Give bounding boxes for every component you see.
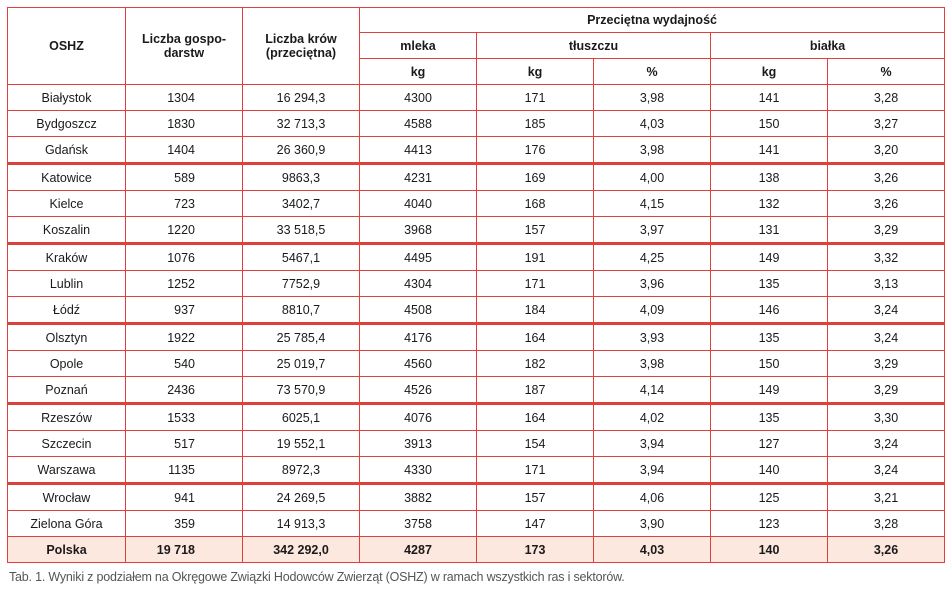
cell-cows-total: 342 292,0 — [243, 537, 360, 563]
table-row — [8, 271, 945, 297]
cell-protein-pct: 3,29 — [828, 217, 945, 244]
cell-oshz: Olsztyn — [8, 324, 126, 351]
cell-protein-pct: 3,20 — [828, 137, 945, 164]
cell-farms: 1404 — [126, 137, 243, 164]
cell-protein-kg: 141 — [711, 137, 828, 164]
table-row — [8, 244, 945, 271]
table-row — [8, 85, 945, 111]
cell-protein-kg: 149 — [711, 377, 828, 404]
table-row — [8, 431, 945, 457]
cell-oshz: Kraków — [8, 244, 126, 271]
cell-cows: 25 785,4 — [243, 324, 360, 351]
cell-milk-kg: 4508 — [360, 297, 477, 324]
cell-farms: 1304 — [126, 85, 243, 111]
cell-fat-kg: 191 — [477, 244, 594, 271]
cell-protein-kg: 135 — [711, 404, 828, 431]
cell-fat-kg-total: 173 — [477, 537, 594, 563]
cell-farms: 359 — [126, 511, 243, 537]
cell-cows: 25 019,7 — [243, 351, 360, 377]
cell-protein-pct: 3,29 — [828, 377, 945, 404]
header-avg-yield: Przeciętna wydajność — [360, 8, 945, 33]
cell-protein-kg-total: 140 — [711, 537, 828, 563]
cell-farms: 937 — [126, 297, 243, 324]
table-row — [8, 484, 945, 511]
cell-fat-pct: 3,94 — [594, 431, 711, 457]
header-oshz: OSHZ — [8, 8, 126, 85]
cell-fat-pct: 3,96 — [594, 271, 711, 297]
cell-farms: 1220 — [126, 217, 243, 244]
cell-protein-kg: 149 — [711, 244, 828, 271]
cell-cows: 32 713,3 — [243, 111, 360, 137]
table-row — [8, 217, 945, 244]
cell-fat-pct: 4,15 — [594, 191, 711, 217]
cell-fat-kg: 169 — [477, 164, 594, 191]
cell-protein-pct: 3,13 — [828, 271, 945, 297]
table-row — [8, 191, 945, 217]
cell-oshz: Poznań — [8, 377, 126, 404]
cell-protein-pct: 3,26 — [828, 164, 945, 191]
cell-fat-pct: 3,93 — [594, 324, 711, 351]
cell-oshz: Opole — [8, 351, 126, 377]
cell-fat-pct: 4,25 — [594, 244, 711, 271]
cell-farms: 1533 — [126, 404, 243, 431]
table-row — [8, 324, 945, 351]
header-farms-line1: Liczba gospo- — [141, 32, 227, 46]
cell-protein-kg: 141 — [711, 85, 828, 111]
cell-protein-pct: 3,21 — [828, 484, 945, 511]
cell-farms: 1922 — [126, 324, 243, 351]
cell-protein-kg: 125 — [711, 484, 828, 511]
cell-fat-kg: 176 — [477, 137, 594, 164]
cell-farms: 1830 — [126, 111, 243, 137]
cell-milk-kg: 3968 — [360, 217, 477, 244]
table-caption: Tab. 1. Wyniki z podziałem na Okręgowe Związki Hodowców Zwierząt (OSHZ) w ramach wszystkich ras i sektorów. — [9, 570, 625, 584]
cell-fat-pct: 4,02 — [594, 404, 711, 431]
unit-protein-kg: kg — [711, 59, 828, 85]
cell-protein-kg: 150 — [711, 351, 828, 377]
cell-farms: 540 — [126, 351, 243, 377]
cell-oshz: Gdańsk — [8, 137, 126, 164]
cell-cows: 9863,3 — [243, 164, 360, 191]
cell-cows: 14 913,3 — [243, 511, 360, 537]
header-farms — [126, 8, 243, 85]
cell-fat-kg: 164 — [477, 404, 594, 431]
cell-oshz: Katowice — [8, 164, 126, 191]
cell-fat-pct: 3,98 — [594, 137, 711, 164]
cell-milk-kg: 4040 — [360, 191, 477, 217]
header-cows — [243, 8, 360, 85]
cell-oshz: Łódź — [8, 297, 126, 324]
header-farms-line2: darstw — [163, 46, 205, 60]
cell-protein-pct: 3,24 — [828, 324, 945, 351]
table-body — [8, 85, 945, 563]
cell-farms: 1135 — [126, 457, 243, 484]
unit-fat-kg: kg — [477, 59, 594, 85]
cell-farms: 941 — [126, 484, 243, 511]
cell-milk-kg: 4076 — [360, 404, 477, 431]
table-row — [8, 457, 945, 484]
cell-fat-kg: 154 — [477, 431, 594, 457]
cell-fat-kg: 171 — [477, 457, 594, 484]
cell-milk-kg: 4413 — [360, 137, 477, 164]
cell-fat-pct: 3,94 — [594, 457, 711, 484]
table-row — [8, 351, 945, 377]
cell-fat-kg: 164 — [477, 324, 594, 351]
cell-cows: 73 570,9 — [243, 377, 360, 404]
cell-fat-kg: 168 — [477, 191, 594, 217]
cell-fat-pct: 3,97 — [594, 217, 711, 244]
table-row — [8, 137, 945, 164]
cell-cows: 19 552,1 — [243, 431, 360, 457]
header-protein: białka — [711, 33, 945, 59]
cell-cows: 33 518,5 — [243, 217, 360, 244]
cell-protein-kg: 135 — [711, 271, 828, 297]
unit-milk-kg: kg — [360, 59, 477, 85]
cell-protein-pct: 3,24 — [828, 457, 945, 484]
cell-farms: 2436 — [126, 377, 243, 404]
cell-oshz: Białystok — [8, 85, 126, 111]
cell-oshz: Rzeszów — [8, 404, 126, 431]
cell-oshz: Bydgoszcz — [8, 111, 126, 137]
cell-milk-kg: 4176 — [360, 324, 477, 351]
table-row — [8, 297, 945, 324]
cell-farms: 517 — [126, 431, 243, 457]
cell-fat-pct: 4,03 — [594, 111, 711, 137]
cell-milk-kg: 4526 — [360, 377, 477, 404]
cell-protein-pct: 3,30 — [828, 404, 945, 431]
cell-oshz: Warszawa — [8, 457, 126, 484]
cell-oshz: Koszalin — [8, 217, 126, 244]
cell-protein-pct: 3,27 — [828, 111, 945, 137]
cell-fat-pct: 4,14 — [594, 377, 711, 404]
cell-protein-pct: 3,29 — [828, 351, 945, 377]
cell-protein-kg: 146 — [711, 297, 828, 324]
table-row — [8, 404, 945, 431]
cell-protein-pct: 3,24 — [828, 297, 945, 324]
cell-cows: 26 360,9 — [243, 137, 360, 164]
cell-cows: 5467,1 — [243, 244, 360, 271]
header-cows-line2: (przeciętna) — [265, 46, 337, 60]
cell-milk-kg: 3758 — [360, 511, 477, 537]
table-row — [8, 377, 945, 404]
cell-protein-kg: 150 — [711, 111, 828, 137]
cell-fat-pct-total: 4,03 — [594, 537, 711, 563]
cell-fat-pct: 3,90 — [594, 511, 711, 537]
cell-fat-kg: 184 — [477, 297, 594, 324]
cell-protein-kg: 127 — [711, 431, 828, 457]
cell-protein-pct: 3,28 — [828, 511, 945, 537]
cell-fat-pct: 4,09 — [594, 297, 711, 324]
cell-milk-kg-total: 4287 — [360, 537, 477, 563]
cell-protein-pct: 3,32 — [828, 244, 945, 271]
cell-milk-kg: 4231 — [360, 164, 477, 191]
cell-milk-kg: 3882 — [360, 484, 477, 511]
cell-milk-kg: 4330 — [360, 457, 477, 484]
cell-oshz: Szczecin — [8, 431, 126, 457]
table-header — [8, 8, 945, 85]
cell-farms: 1252 — [126, 271, 243, 297]
cell-cows: 3402,7 — [243, 191, 360, 217]
table-row — [8, 111, 945, 137]
header-cows-line1: Liczba krów — [265, 32, 337, 46]
cell-milk-kg: 4495 — [360, 244, 477, 271]
cell-fat-pct: 3,98 — [594, 351, 711, 377]
cell-fat-kg: 187 — [477, 377, 594, 404]
cell-fat-kg: 157 — [477, 484, 594, 511]
cell-fat-kg: 182 — [477, 351, 594, 377]
cell-milk-kg: 4588 — [360, 111, 477, 137]
table-row — [8, 511, 945, 537]
cell-farms: 589 — [126, 164, 243, 191]
cell-cows: 8810,7 — [243, 297, 360, 324]
cell-oshz: Zielona Góra — [8, 511, 126, 537]
cell-oshz: Wrocław — [8, 484, 126, 511]
cell-cows: 8972,3 — [243, 457, 360, 484]
cell-cows: 16 294,3 — [243, 85, 360, 111]
table-row — [8, 164, 945, 191]
cell-milk-kg: 4560 — [360, 351, 477, 377]
cell-farms: 723 — [126, 191, 243, 217]
cell-protein-pct: 3,24 — [828, 431, 945, 457]
cell-protein-kg: 138 — [711, 164, 828, 191]
unit-protein-pct: % — [828, 59, 945, 85]
cell-oshz: Lublin — [8, 271, 126, 297]
header-fat: tłuszczu — [477, 33, 711, 59]
cell-fat-kg: 171 — [477, 271, 594, 297]
cell-farms-total: 19 718 — [126, 537, 243, 563]
cell-fat-kg: 185 — [477, 111, 594, 137]
cell-milk-kg: 3913 — [360, 431, 477, 457]
cell-fat-pct: 4,06 — [594, 484, 711, 511]
cell-fat-pct: 3,98 — [594, 85, 711, 111]
cell-fat-kg: 157 — [477, 217, 594, 244]
header-milk: mleka — [360, 33, 477, 59]
cell-oshz-total: Polska — [8, 537, 126, 563]
cell-protein-pct-total: 3,26 — [828, 537, 945, 563]
cell-cows: 6025,1 — [243, 404, 360, 431]
cell-oshz: Kielce — [8, 191, 126, 217]
cell-fat-kg: 147 — [477, 511, 594, 537]
cell-protein-kg: 140 — [711, 457, 828, 484]
cell-protein-pct: 3,28 — [828, 85, 945, 111]
cell-cows: 24 269,5 — [243, 484, 360, 511]
cell-fat-pct: 4,00 — [594, 164, 711, 191]
cell-protein-kg: 131 — [711, 217, 828, 244]
cell-fat-kg: 171 — [477, 85, 594, 111]
cell-protein-pct: 3,26 — [828, 191, 945, 217]
cell-farms: 1076 — [126, 244, 243, 271]
cell-cows: 7752,9 — [243, 271, 360, 297]
unit-fat-pct: % — [594, 59, 711, 85]
cell-protein-kg: 123 — [711, 511, 828, 537]
cell-milk-kg: 4300 — [360, 85, 477, 111]
cell-milk-kg: 4304 — [360, 271, 477, 297]
cell-protein-kg: 132 — [711, 191, 828, 217]
total-row — [8, 537, 945, 563]
cell-protein-kg: 135 — [711, 324, 828, 351]
results-table — [7, 7, 945, 563]
